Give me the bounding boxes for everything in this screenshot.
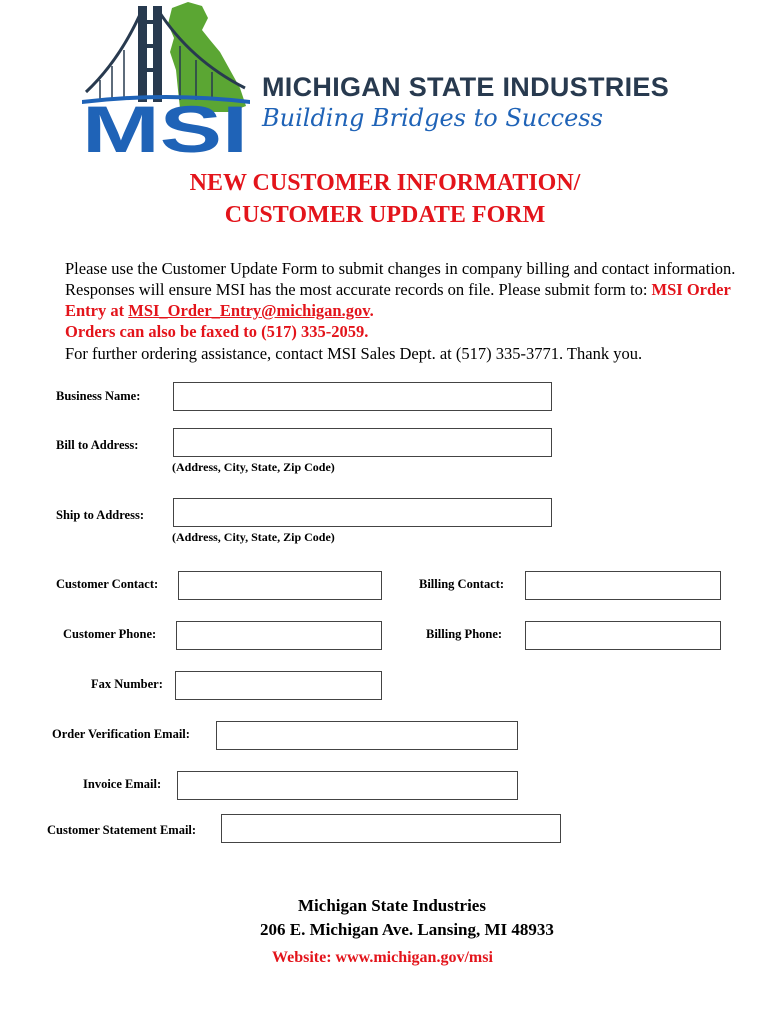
bill-to-address-field[interactable] xyxy=(173,428,552,457)
intro-paragraph xyxy=(65,258,745,321)
customer-statement-email-field[interactable] xyxy=(221,814,561,843)
bill-to-address-label: Bill to Address: xyxy=(56,438,139,452)
customer-phone-label: Customer Phone: xyxy=(63,627,157,641)
customer-phone-field[interactable] xyxy=(176,621,382,650)
company-tagline: Building Bridges to Success xyxy=(262,104,603,132)
business-name-label: Business Name: xyxy=(56,389,141,403)
order-entry-label: MSI Order Entry at xyxy=(65,280,731,320)
bill-to-address-hint: (Address, City, State, Zip Code) xyxy=(172,460,335,474)
company-name: MICHIGAN STATE INDUSTRIES xyxy=(262,72,670,102)
footer-website-link[interactable]: Website: www.michigan.gov/msi xyxy=(272,949,493,966)
footer-org-name: Michigan State Industries xyxy=(298,896,486,915)
invoice-email-label: Invoice Email: xyxy=(83,777,162,791)
order-entry-period: . xyxy=(369,301,374,320)
intro-text: Please use the Customer Update Form to submit changes in company billing and contact information. Responses will ensure MSI has the most accurate records on file. Please submit form to: xyxy=(65,259,736,299)
footer-address: 206 E. Michigan Ave. Lansing, MI 48933 xyxy=(260,920,554,939)
customer-contact-label: Customer Contact: xyxy=(56,577,159,591)
billing-phone-field[interactable] xyxy=(525,621,721,650)
form-title-line-2: CUSTOMER UPDATE FORM xyxy=(224,202,546,228)
michigan-bridge-logo-icon xyxy=(80,0,255,158)
form-title-line-1: NEW CUSTOMER INFORMATION/ xyxy=(189,170,581,196)
business-name-field[interactable] xyxy=(173,382,552,411)
customer-contact-field[interactable] xyxy=(178,571,382,600)
order-entry-email-link[interactable]: MSI_Order_Entry@michigan.gov xyxy=(128,301,370,320)
billing-phone-label: Billing Phone: xyxy=(426,627,503,641)
ship-to-address-hint: (Address, City, State, Zip Code) xyxy=(172,530,335,544)
ship-to-address-label: Ship to Address: xyxy=(56,508,144,522)
billing-contact-field[interactable] xyxy=(525,571,721,600)
billing-contact-label: Billing Contact: xyxy=(419,577,505,591)
invoice-email-field[interactable] xyxy=(177,771,518,800)
order-verification-email-field[interactable] xyxy=(216,721,518,750)
fax-number-label: Fax Number: xyxy=(91,677,163,691)
svg-text:MSI: MSI xyxy=(82,92,248,158)
customer-statement-email-label: Customer Statement Email: xyxy=(47,823,197,837)
assistance-text: For further ordering assistance, contact MSI Sales Dept. at (517) 335-3771. Thank you. xyxy=(65,344,643,363)
fax-number-field[interactable] xyxy=(175,671,382,700)
fax-notice: Orders can also be faxed to (517) 335-2059. xyxy=(65,322,369,341)
ship-to-address-field[interactable] xyxy=(173,498,552,527)
order-verification-email-label: Order Verification Email: xyxy=(52,727,190,741)
